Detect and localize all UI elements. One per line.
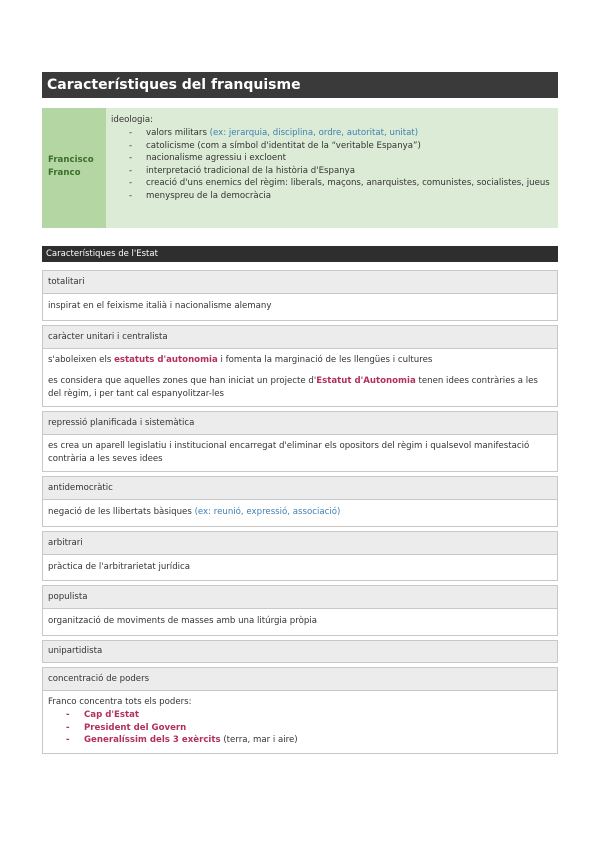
powers-list xyxy=(48,709,552,747)
card-body: organització de moviments de masses amb una litúrgia pròpia xyxy=(48,616,317,626)
card-concentracio-poders xyxy=(42,667,558,754)
card-title: populista xyxy=(43,586,557,609)
text-segment: es considera que aquelles zones que han iniciat un projecte d' xyxy=(48,376,317,386)
ideology-heading: ideologia: xyxy=(111,115,154,125)
card-repressio xyxy=(42,411,558,472)
power-item: - President del Govern xyxy=(84,722,552,735)
card-title: concentració de poders xyxy=(43,668,557,691)
ideology-item xyxy=(146,127,551,140)
text-segment: tenen idees contràries a les del règim, i per tant cal espanyolitzar-les xyxy=(48,376,538,399)
text-segment: negació de les llibertats bàsiques xyxy=(48,507,195,517)
ideology-item: - nacionalisme agressiu i excloent xyxy=(146,152,551,165)
ideology-item: - menyspreu de la democràcia xyxy=(146,190,551,203)
ideology-item-example: (ex: jerarquia, disciplina, ordre, autoritat, unitat) xyxy=(209,128,419,138)
highlight-term: Estatut d'Autonomia xyxy=(316,376,416,386)
text-segment: i fomenta la marginació de les llengües i cultures xyxy=(217,354,433,365)
ideology-item-text: valors militars xyxy=(146,128,210,138)
card-title: repressió planificada i sistemàtica xyxy=(43,412,557,435)
card-body xyxy=(43,691,557,753)
power-item: - Cap d'Estat xyxy=(84,709,552,722)
ideology-list xyxy=(111,127,551,202)
card-body: pràctica de l'arbitrarietat jurídica xyxy=(48,561,191,572)
card-body xyxy=(43,349,557,407)
card-populista xyxy=(42,585,558,636)
card-intro: Franco concentra tots els poders: xyxy=(48,696,192,707)
card-title: arbitrari xyxy=(43,532,557,555)
highlight-term: Generalíssim dels 3 exèrcits xyxy=(84,735,221,745)
franco-label xyxy=(42,108,106,228)
highlight-term: estatuts d'autonomia xyxy=(114,354,218,365)
card-title: antidemocràtic xyxy=(43,477,557,500)
power-item xyxy=(84,734,552,747)
ideology-item: - interpretació tradicional de la història d'Espanya xyxy=(146,165,551,178)
example-text: (ex: reunió, expressió, associació) xyxy=(194,507,341,517)
card-paragraph xyxy=(48,354,552,367)
section-title: Característiques de l'Estat xyxy=(42,246,558,262)
text-segment: s'aboleixen els xyxy=(48,354,115,365)
card-title: caràcter unitari i centralista xyxy=(43,326,557,349)
franco-ideology-box xyxy=(42,108,558,228)
card-title: totalitari xyxy=(43,271,557,294)
page-title: Característiques del franquisme xyxy=(42,72,558,98)
card-arbitrari xyxy=(42,531,558,582)
card-paragraph xyxy=(48,375,552,400)
card-antidemocratic xyxy=(42,476,558,527)
franco-name-last: Franco xyxy=(48,168,81,178)
ideology-item: - catolicisme (com a símbol d'identitat de la “veritable Espanya”) xyxy=(146,140,551,153)
card-totalitari xyxy=(42,270,558,321)
ideology-item: - creació d'uns enemics del règim: liberals, maçons, anarquistes, comunistes, socialistes, jueus xyxy=(146,177,551,190)
card-unipartidista xyxy=(42,640,558,663)
ideology-content xyxy=(111,114,551,202)
text-segment: (terra, mar i aire) xyxy=(220,735,298,745)
state-characteristics-list xyxy=(42,270,558,758)
card-unitari-centralista xyxy=(42,325,558,408)
franco-name-first: Francisco xyxy=(48,155,94,165)
card-body xyxy=(43,500,557,526)
card-body: inspirat en el feixisme italià i nacionalisme alemany xyxy=(48,301,272,311)
card-body: es crea un aparell legislatiu i institucional encarregat d'eliminar els opositors del règim i qualsevol manifestació contrària a les seves idees xyxy=(48,441,530,464)
card-title: unipartidista xyxy=(43,641,557,662)
